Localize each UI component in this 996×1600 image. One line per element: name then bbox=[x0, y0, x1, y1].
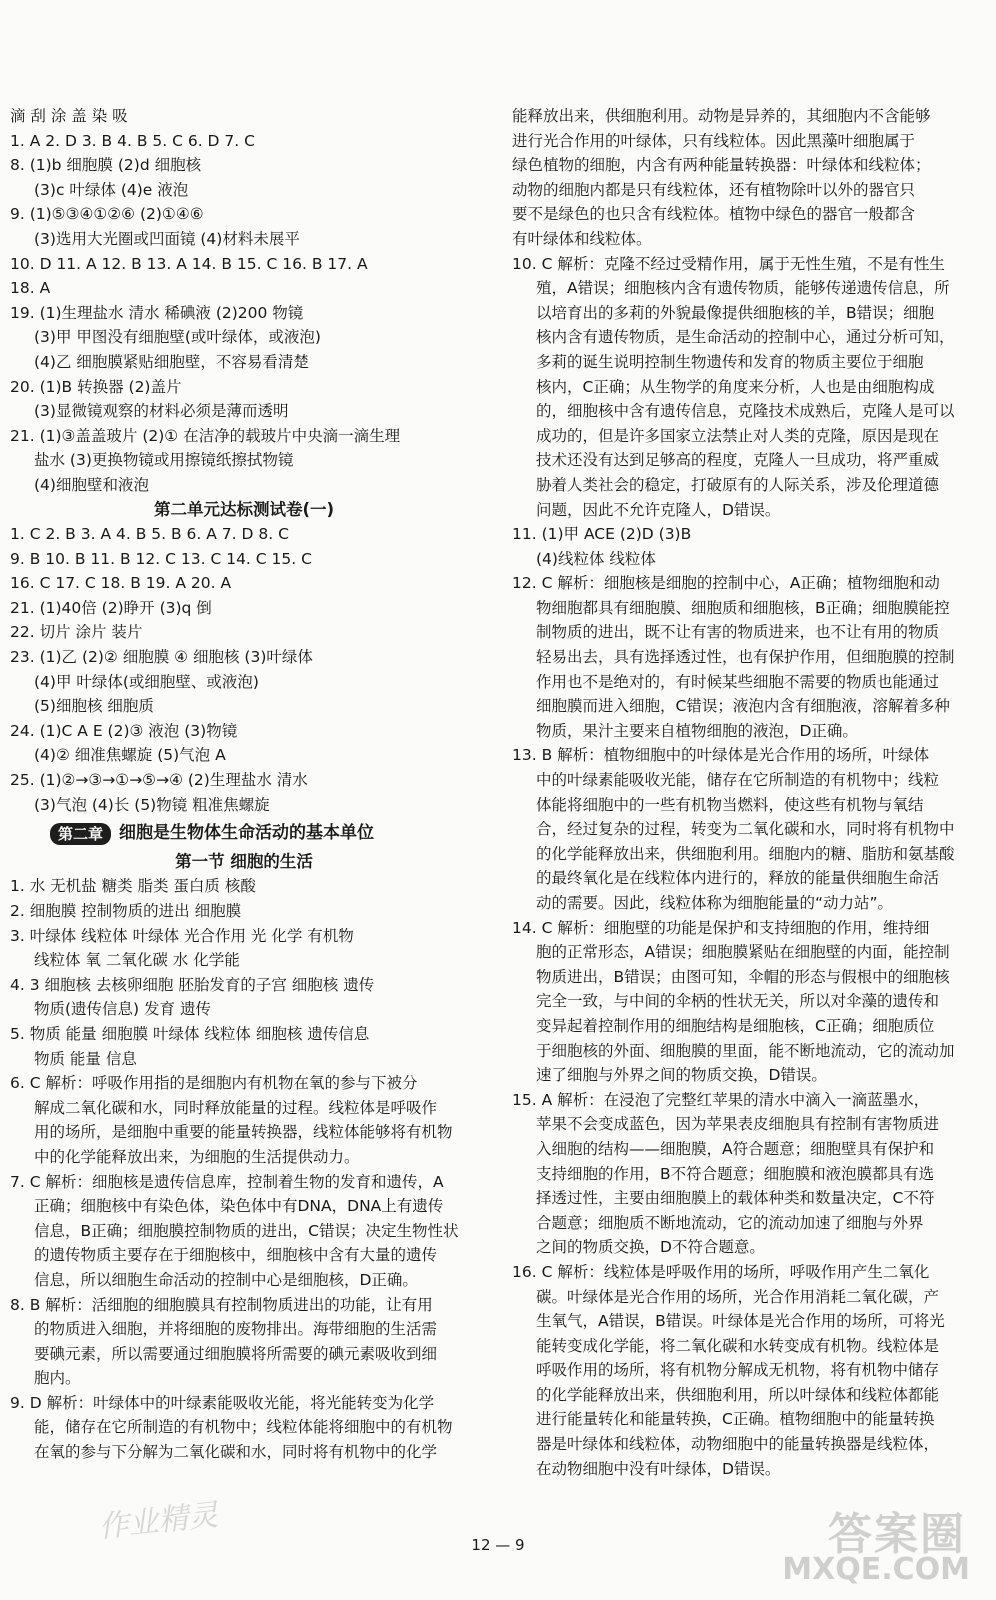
answer-line: 25. (1)②→③→①→⑤→④ (2)生理盐水 清水 bbox=[10, 771, 308, 790]
answer-line: 信息，所以细胞生命活动的控制中心是细胞核，D正确。 bbox=[34, 1270, 418, 1289]
answer-line: 11. (1)甲 ACE (2)D (3)B bbox=[512, 525, 692, 544]
answer-line: 9. B 10. B 11. B 12. C 13. C 14. C 15. C bbox=[10, 549, 312, 568]
answer-line: 动物的细胞内都是只有线粒体，还有植物除叶以外的器官只 bbox=[512, 180, 916, 199]
answer-line: 核内含有遗传物质，是生命活动的控制中心，通过分析可知， bbox=[536, 328, 955, 347]
answer-line: 3. 叶绿体 线粒体 叶绿体 光合作用 光 化学 有机物 bbox=[10, 926, 354, 945]
answer-line: 要碘元素，所以需要通过细胞膜将所需要的碘元素吸收到细 bbox=[34, 1344, 438, 1363]
answer-line: 信息，B正确；细胞膜控制物质的进出，C错误；决定生物性状 bbox=[34, 1221, 459, 1240]
answer-line: 16. C 解析：线粒体是呼吸作用的场所，呼吸作用产生二氧化 bbox=[512, 1262, 930, 1281]
answer-line: 10. C 解析：克隆不经过受精作用，属于无性生殖，不是有性生 bbox=[512, 254, 945, 273]
answer-line: 10. D 11. A 12. B 13. A 14. B 15. C 16. B 17. A bbox=[10, 254, 368, 273]
answer-line: 以培育出的多莉的外貌最像提供细胞核的羊，B错误；细胞 bbox=[536, 303, 935, 322]
answer-line: 18. A bbox=[10, 279, 51, 298]
answer-line: 1. A 2. D 3. B 4. B 5. C 6. D 7. C bbox=[10, 131, 255, 150]
answer-line: 于细胞核的外面、细胞膜的里面，能不断地流动，它的流动加 bbox=[536, 1041, 955, 1060]
answer-line: 能释放出来，供细胞利用。动物是异养的，其细胞内不含能够 bbox=[512, 107, 931, 125]
answer-line: (4)乙 细胞膜紧贴细胞壁，不容易看清楚 bbox=[34, 352, 309, 371]
answer-line: 入细胞的结构——细胞膜，A符合题意；细胞壁具有保护和 bbox=[536, 1139, 935, 1158]
answer-line: 中的化学能释放出来，为细胞的生活提供动力。 bbox=[34, 1147, 360, 1166]
answer-line: 生氧气，A错误，B错误。叶绿体是光合作用的场所，可将光 bbox=[536, 1312, 945, 1331]
answer-line: 物质进出，B错误；由图可知，伞帽的形态与假根中的细胞核 bbox=[536, 967, 950, 986]
answer-logo-watermark: 答案圈 bbox=[828, 1509, 966, 1560]
section-heading: 第一节 细胞的生活 bbox=[175, 851, 313, 871]
answer-line: 的物质进入细胞，并将细胞的废物排出。海带细胞的生活需 bbox=[34, 1320, 438, 1339]
answer-line: 2. 细胞膜 控制物质的进出 细胞膜 bbox=[10, 902, 242, 920]
chapter-tag: 第二章 bbox=[50, 823, 111, 845]
answer-line: 胁着人类社会的稳定，打破原有的人际关系，涉及伦理道德 bbox=[536, 475, 940, 494]
answer-line: 器是叶绿体和线粒体，动物细胞中的能量转换器是线粒体， bbox=[536, 1435, 940, 1454]
answer-line: 支持细胞的作用，B不符合题意；细胞膜和液泡膜都具有选 bbox=[536, 1164, 935, 1183]
answer-line: 殖，A错误；细胞核内含有遗传物质，能够传递遗传信息，所 bbox=[536, 279, 950, 298]
answer-line: 的化学能释放出来，供细胞利用，所以叶绿体和线粒体都能 bbox=[536, 1385, 940, 1404]
answer-line: 成功的，但是许多国家立法禁止对人类的克隆，原因是现在 bbox=[536, 426, 940, 445]
answer-line: 8. (1)b 细胞膜 (2)d 细胞核 bbox=[10, 156, 202, 175]
answer-line: 9. D 解析：叶绿体中的叶绿素能吸收光能，将光能转变为化学 bbox=[10, 1393, 435, 1412]
answer-line: (3)气泡 (4)长 (5)物镜 粗准焦螺旋 bbox=[34, 795, 270, 814]
answer-line: (3)选用大光圈或凹面镜 (4)材料未展平 bbox=[34, 229, 300, 248]
answer-line: 技术还没有达到足够高的程度，克隆人一旦成功，将严重威 bbox=[536, 451, 940, 470]
answer-line: 之间的物质交换，D不符合题意。 bbox=[536, 1238, 765, 1257]
right-column bbox=[512, 104, 990, 1481]
answer-line: 中的叶绿素能吸收光能，储存在它所制造的有机物中；线粒 bbox=[536, 771, 940, 790]
answer-line: 16. C 17. C 18. B 19. A 20. A bbox=[10, 574, 232, 593]
answer-line: 苹果不会变成蓝色，因为苹果表皮细胞具有控制有害物质进 bbox=[536, 1115, 940, 1134]
section-heading: 第二单元达标测试卷(一) bbox=[153, 499, 335, 519]
answer-line: 物质，果汁主要来自植物细胞的液泡，D正确。 bbox=[536, 721, 858, 740]
answer-line: 7. C 解析：细胞核是遗传信息库，控制着生物的发育和遗传，A bbox=[10, 1172, 444, 1191]
answer-line: 19. (1)生理盐水 清水 稀碘液 (2)200 物镜 bbox=[10, 303, 304, 322]
answer-line: 在氧的参与下分解为二氧化碳和水，同时将有机物中的化学 bbox=[34, 1443, 438, 1462]
answer-line: (3)显微镜观察的材料必须是薄而透明 bbox=[34, 402, 289, 421]
answer-line: 绿色植物的细胞，内含有两种能量转换器：叶绿体和线粒体； bbox=[512, 156, 931, 175]
answer-line: 轻易出去，具有选择透过性，也有保护作用，但细胞膜的控制 bbox=[536, 648, 955, 667]
answer-line: 用的场所，是细胞中重要的能量转换器，线粒体能够将有机物 bbox=[34, 1123, 453, 1142]
answer-line: 解成二氧化碳和水，同时释放能量的过程。线粒体是呼吸作 bbox=[34, 1098, 438, 1117]
answer-line: 线粒体 氧 二氧化碳 水 化学能 bbox=[34, 951, 240, 970]
chapter-title: 细胞是生物体生命活动的基本单位 bbox=[119, 823, 375, 844]
answer-line: 9. (1)⑤③④①②⑥ (2)①④⑥ bbox=[10, 205, 204, 224]
answer-line: 20. (1)B 转换器 (2)盖片 bbox=[10, 377, 182, 396]
answer-line: 核内，C正确；从生物学的角度来分析，人也是由细胞构成 bbox=[536, 377, 935, 396]
answer-line: 的化学能释放出来，供细胞利用。细胞内的糖、脂肪和氨基酸 bbox=[536, 844, 955, 863]
answer-line: 合题意；细胞质不断地流动，它的流动加速了细胞与外界 bbox=[536, 1213, 924, 1232]
answer-line: 呼吸作用的场所，将有机物分解成无机物，将有机物中储存 bbox=[536, 1361, 940, 1380]
answer-line: (4)甲 叶绿体(或细胞壁、或液泡) bbox=[34, 672, 259, 691]
answer-line: 盐水 (3)更换物镜或用擦镜纸擦拭物镜 bbox=[34, 451, 294, 470]
answer-line: 物细胞都具有细胞膜、细胞质和细胞核，B正确；细胞膜能控 bbox=[536, 598, 950, 617]
answer-line: (4)线粒体 线粒体 bbox=[536, 549, 656, 568]
answer-line: 8. B 解析：活细胞的细胞膜具有控制物质进出的功能，让有用 bbox=[10, 1295, 433, 1314]
answer-line: 4. 3 细胞核 去核卵细胞 胚胎发育的子宫 细胞核 遗传 bbox=[10, 975, 375, 994]
chapter-heading bbox=[50, 821, 478, 846]
answer-line: 合，经过复杂的过程，转变为二氧化碳和水，同时将有机物中 bbox=[536, 820, 955, 839]
answer-line: 在动物细胞中没有叶绿体，D错误。 bbox=[536, 1459, 781, 1478]
answer-line: 21. (1)③盖盖玻片 (2)① 在洁净的载玻片中央滴一滴生理 bbox=[10, 426, 401, 445]
answer-line: (3)甲 甲图没有细胞壁(或叶绿体，或液泡) bbox=[34, 328, 321, 347]
answer-line: 胞的正常形态，A错误；细胞膜紧贴在细胞壁的内面，能控制 bbox=[536, 943, 950, 962]
answer-line: 1. C 2. B 3. A 4. B 5. B 6. A 7. D 8. C bbox=[10, 525, 289, 544]
answer-line: 碳。叶绿体是光合作用的场所，光合作用消耗二氧化碳，产 bbox=[536, 1287, 940, 1306]
answer-line: 进行能量转化和能量转换，C正确。植物细胞中的能量转换 bbox=[536, 1410, 935, 1429]
left-column bbox=[10, 104, 478, 1465]
answer-line: 多莉的诞生说明控制生物遗传和发育的物质主要位于细胞 bbox=[536, 352, 924, 371]
site-url-watermark: MXQE.COM bbox=[782, 1552, 970, 1587]
answer-line: 速了细胞与外界之间的物质交换，D错误。 bbox=[536, 1066, 827, 1085]
answer-line: (3)c 叶绿体 (4)e 液泡 bbox=[34, 180, 189, 199]
answer-line: 滴 刮 涂 盖 染 吸 bbox=[10, 107, 128, 125]
answer-line: 物质(遗传信息) 发育 遗传 bbox=[34, 1000, 211, 1019]
answer-line: (4)② 细准焦螺旋 (5)气泡 A bbox=[34, 746, 226, 765]
answer-line: 体能将细胞中的一些有机物当燃料，使这些有机物与氧结 bbox=[536, 795, 924, 814]
handwritten-watermark: 作业精灵 bbox=[96, 1497, 220, 1546]
answer-line: 制物质的进出，既不让有害的物质进来，也不让有用的物质 bbox=[536, 623, 940, 642]
answer-line: 完全一致，与中间的伞柄的性状无关，所以对伞藻的遗传和 bbox=[536, 992, 940, 1011]
answer-line: 6. C 解析：呼吸作用指的是细胞内有机物在氧的参与下被分 bbox=[10, 1074, 418, 1093]
answer-line: (5)细胞核 细胞质 bbox=[34, 697, 154, 716]
answer-line: (4)细胞壁和液泡 bbox=[34, 475, 149, 494]
answer-line: 细胞膜而进入细胞，C错误；液泡内含有细胞液，溶解着多种 bbox=[536, 697, 950, 716]
answer-line: 5. 物质 能量 细胞膜 叶绿体 线粒体 细胞核 遗传信息 bbox=[10, 1024, 370, 1043]
answer-line: 15. A 解析：在浸泡了完整红苹果的清水中滴入一滴蓝墨水， bbox=[512, 1090, 930, 1109]
answer-line: 24. (1)C A E (2)③ 液泡 (3)物镜 bbox=[10, 721, 238, 740]
answer-line: 能转变成化学能，将二氧化碳和水转变成有机物。线粒体是 bbox=[536, 1336, 940, 1355]
answer-line: 动的需要。因此，线粒体称为细胞能量的“动力站”。 bbox=[536, 894, 894, 912]
answer-line: 物质 能量 信息 bbox=[34, 1049, 137, 1068]
answer-line: 要不是绿色的也只含有线粒体。植物中绿色的器官一般都含 bbox=[512, 205, 916, 224]
page-number: 12 — 9 bbox=[471, 1536, 525, 1554]
answer-line: 14. C 解析：细胞壁的功能是保护和支持细胞的作用，维持细 bbox=[512, 918, 930, 937]
answer-line: 21. (1)40倍 (2)睁开 (3)q 倒 bbox=[10, 598, 212, 617]
answer-line: 1. 水 无机盐 糖类 脂类 蛋白质 核酸 bbox=[10, 877, 256, 896]
answer-line: 有叶绿体和线粒体。 bbox=[512, 229, 652, 248]
answer-line: 的，细胞核中含有遗传信息，克隆技术成熟后，克隆人是可以 bbox=[536, 402, 955, 421]
answer-line: 作用也不是绝对的，有时候某些细胞不需要的物质也能通过 bbox=[536, 672, 940, 691]
answer-line: 的最终氧化是在线粒体内进行的，释放的能量供细胞生命活 bbox=[536, 869, 940, 888]
answer-line: 正确；细胞核中有染色体，染色体中有DNA，DNA上有遗传 bbox=[34, 1197, 444, 1216]
answer-line: 12. C 解析：细胞核是细胞的控制中心，A正确；植物细胞和动 bbox=[512, 574, 940, 593]
answer-line: 的遗传物质主要存在于细胞核中，细胞核中含有大量的遗传 bbox=[34, 1246, 438, 1265]
answer-line: 23. (1)乙 (2)② 细胞膜 ④ 细胞核 (3)叶绿体 bbox=[10, 648, 313, 667]
answer-line: 22. 切片 涂片 装片 bbox=[10, 623, 143, 642]
answer-line: 进行光合作用的叶绿体，只有线粒体。因此黑藻叶细胞属于 bbox=[512, 131, 916, 150]
answer-line: 变异起着控制作用的细胞结构是细胞核，C正确；细胞质位 bbox=[536, 1016, 935, 1035]
answer-line: 13. B 解析：植物细胞中的叶绿体是光合作用的场所，叶绿体 bbox=[512, 746, 930, 765]
answer-line: 择透过性，主要由细胞膜上的载体种类和数量决定，C不符 bbox=[536, 1189, 935, 1208]
answer-line: 能，储存在它所制造的有机物中；线粒体能将细胞中的有机物 bbox=[34, 1418, 453, 1437]
answer-line: 胞内。 bbox=[34, 1369, 81, 1388]
answer-line: 问题，因此不允许克隆人，D错误。 bbox=[536, 500, 781, 519]
